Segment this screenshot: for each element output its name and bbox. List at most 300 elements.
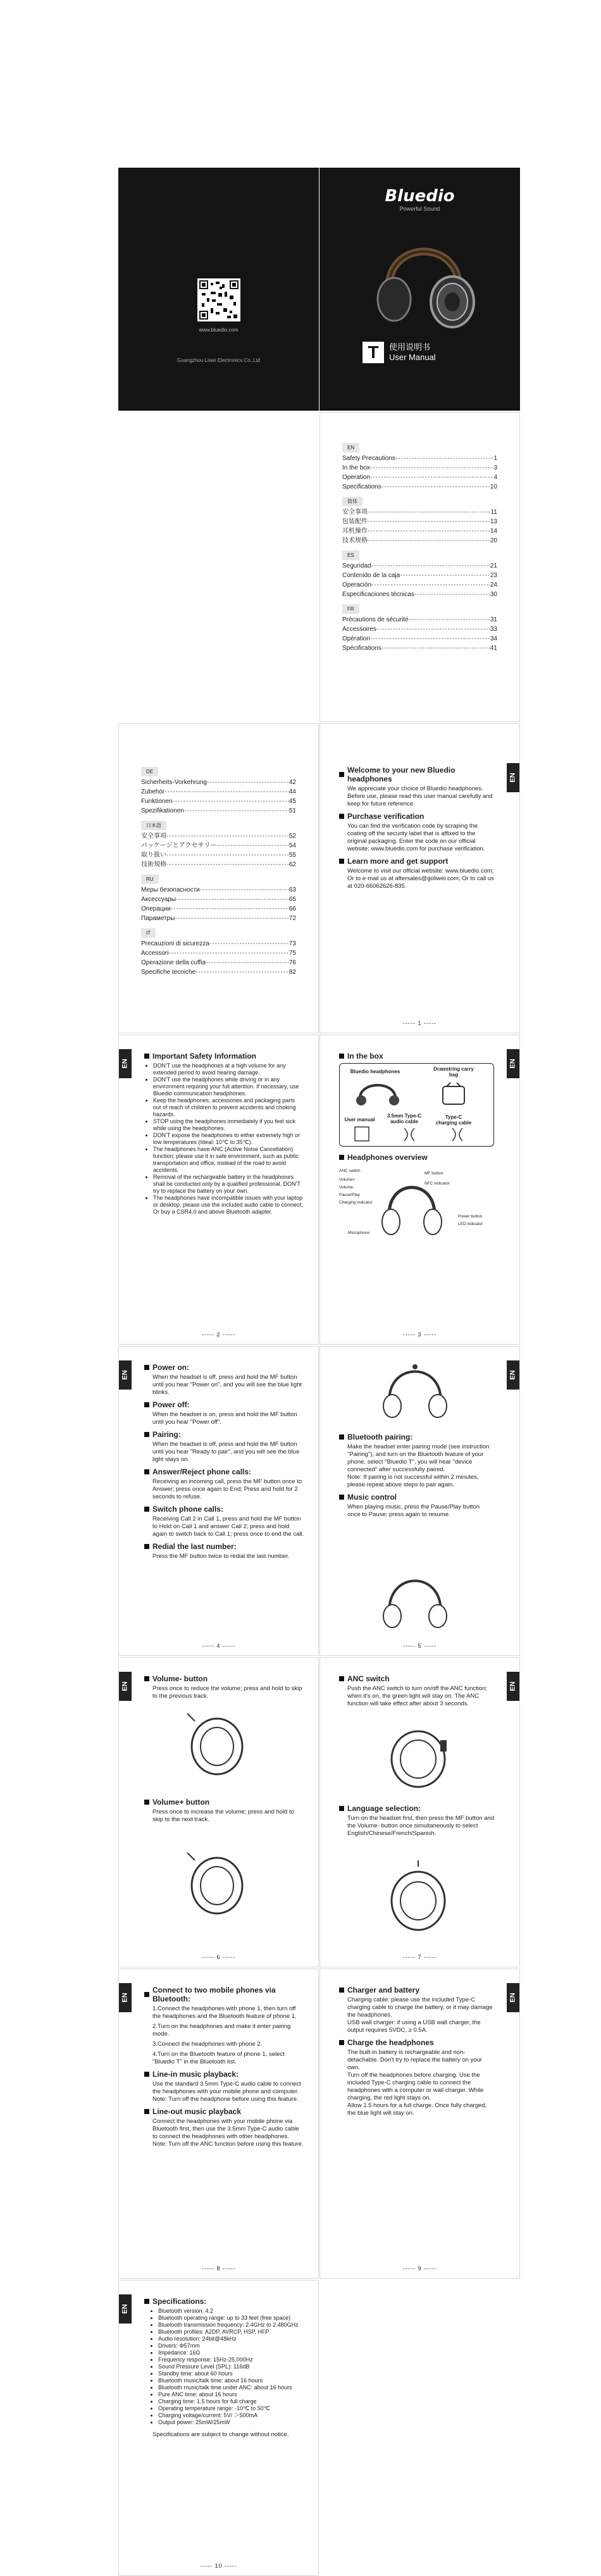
inbox-item-bag: Drawstring carry bag — [433, 1066, 474, 1078]
toc-leader-dots — [166, 850, 289, 860]
toc-leader-dots — [368, 526, 490, 536]
toc-entry[interactable] — [141, 787, 296, 797]
spec-item: • Charging voltage/current: 5V/ ＞500mA — [158, 2412, 304, 2419]
spec-item: • Standby time: about 60 hours — [158, 2370, 304, 2377]
toc-leader-dots — [370, 634, 490, 644]
toc-entry-page: 51 — [288, 807, 296, 814]
toc-entry[interactable] — [141, 806, 296, 816]
two-phones-steps — [144, 2005, 304, 2066]
bullet-square-icon — [339, 772, 344, 777]
toc-entry-page: 63 — [288, 887, 296, 893]
line-in-heading: Line-in music playback: — [144, 2070, 304, 2079]
label-power-button: Power button — [458, 1214, 483, 1219]
toc-leader-dots — [217, 841, 289, 850]
pairing-step: 2.Turn on the headphones and make it enter pairing mode. — [152, 2023, 291, 2038]
power-on-heading: Power on: — [144, 1363, 304, 1372]
toc-entry-page: 23 — [490, 572, 497, 579]
toc-entry[interactable] — [342, 590, 497, 599]
bullet-square-icon — [339, 814, 344, 819]
toc-language-header: IT — [141, 928, 156, 938]
toc-entry[interactable] — [342, 507, 497, 517]
toc-entry[interactable] — [141, 904, 296, 914]
specifications-note: Specifications are subject to change without notice. — [152, 2431, 289, 2438]
toc-entry[interactable] — [141, 949, 296, 958]
bullet-square-icon — [339, 859, 344, 864]
toc-entry-page: 31 — [490, 616, 497, 623]
toc-entry-page: 55 — [288, 852, 296, 859]
page-number: ----- 1 ----- — [320, 1020, 519, 1026]
toc-leader-dots — [370, 473, 494, 482]
toc-entry[interactable] — [342, 463, 497, 473]
toc-leader-dots — [368, 517, 490, 526]
cover-back-panel — [118, 168, 319, 411]
spec-item: • Bluetooth version: 4.2 — [158, 2308, 304, 2315]
pairing-text: When the headset is off, press and hold the MF button until you hear "Ready to pair", and you will see the blue light stays on. — [152, 1441, 300, 1463]
lang-tab: EN — [119, 1983, 132, 2012]
toc-leader-dots — [414, 590, 490, 599]
qr-code — [197, 278, 240, 321]
music-control-text: When playing music, press the Pause/Play button once to Pause; press again to resume. — [347, 1503, 480, 1518]
toc-entry-page: 82 — [288, 969, 296, 976]
bullet-square-icon — [144, 1469, 149, 1474]
verification-heading: Purchase verification — [339, 812, 494, 821]
spec-item: • Audio resolution: 24bit@48kHz — [158, 2336, 304, 2343]
bullet-square-icon — [144, 2299, 149, 2304]
manual-letter-badge: T — [362, 342, 384, 363]
toc-entry-label: Операции — [141, 905, 171, 912]
toc-leader-dots — [172, 797, 288, 806]
toc-leader-dots — [176, 895, 289, 904]
toc-entry-label: Accessori — [141, 950, 169, 957]
label-pause-play: Pause/Play — [339, 1193, 360, 1197]
toc-entry-page: 10 — [490, 483, 497, 490]
toc-entry-page: 21 — [490, 563, 497, 569]
safety-item: • The headphones have ANC (Active Noise Cancellation) function; please use it in safe environment, such as public transportation and office, instead of the road to avoid accidents. — [153, 1146, 304, 1174]
pairing-step: 3.Connect the headphones with phone 2. — [152, 2041, 263, 2048]
label-nfc-indicator: NFC indicator — [424, 1181, 450, 1186]
volume-minus-heading: Volume- button — [144, 1674, 304, 1683]
toc-entry-page: 11 — [490, 509, 497, 516]
toc-entry-label: Operazione della cuffia — [141, 959, 206, 966]
cover-front-panel — [319, 168, 520, 411]
toc-entry[interactable] — [342, 517, 497, 526]
safety-heading: Important Safety Information — [144, 1052, 304, 1061]
inbox-item-manual: User manual — [344, 1117, 375, 1123]
spec-item: • Bluetooth music/talk time: about 16 hours — [158, 2377, 304, 2384]
lang-tab: EN — [119, 2294, 132, 2324]
toc-list-a — [342, 438, 497, 653]
toc-entry-page: 24 — [490, 582, 497, 588]
toc-entry[interactable] — [342, 625, 497, 634]
cables-image — [352, 1126, 479, 1143]
overview-heading: Headphones overview — [339, 1153, 494, 1162]
power-off-text: When the headset is on, press and hold the MF button until you hear "Power off". — [152, 1411, 297, 1426]
spec-item: • Frequency response: 15Hz-25,000Hz — [158, 2356, 304, 2363]
page-number: ----- 4 ----- — [119, 1643, 318, 1649]
toc-leader-dots — [209, 939, 289, 949]
toc-entry-label: Opération — [342, 635, 370, 642]
toc-leader-dots — [206, 958, 289, 968]
toc-entry-label: Аксессуары — [141, 896, 176, 903]
bullet-square-icon — [339, 1495, 344, 1500]
toc-leader-dots — [370, 463, 494, 473]
spec-item: • Charging time: 1.5 hours for full charge — [158, 2398, 304, 2405]
toc-language-header: 简体 — [342, 497, 362, 506]
label-charging-indicator: Charging indicator — [339, 1200, 373, 1205]
toc-entry[interactable] — [141, 797, 296, 806]
toc-entry-page: 20 — [490, 537, 497, 544]
headphones-pairing-image — [377, 1354, 453, 1421]
line-out-heading: Line-out music playback — [144, 2107, 304, 2116]
lang-tab: EN — [507, 763, 519, 792]
toc-entry-label: Меры безопасности — [141, 887, 200, 893]
anc-switch-text: Push the ANC switch to turn on/off the ANC function; when it's on, the green light will stay on. The ANC function will take effect after about 3 seconds. — [347, 1685, 488, 1707]
toc-language-header: ES — [342, 551, 359, 560]
bullet-square-icon — [339, 2040, 344, 2045]
toc-entry[interactable] — [342, 473, 497, 482]
toc-leader-dots — [164, 787, 289, 797]
toc-entry-page: 72 — [288, 915, 296, 922]
toc-leader-dots — [368, 507, 491, 517]
toc-entry-label: Spécifications — [342, 645, 381, 652]
toc-entry-label: Operación — [342, 582, 372, 588]
bullet-square-icon — [339, 1988, 344, 1993]
page-3-inbox — [319, 1035, 520, 1345]
toc-entry-label: Safety Precautions — [342, 455, 395, 462]
headphones-small-image — [352, 1078, 403, 1106]
toc-entry-page: 14 — [490, 528, 497, 535]
toc-entry[interactable] — [342, 526, 497, 536]
music-control-heading: Music control — [339, 1493, 494, 1502]
toc-entry-label: 安全事项 — [342, 509, 368, 516]
page-4-operation — [118, 1346, 319, 1656]
toc-entry-label: パッケージとアクセサリー — [141, 842, 217, 849]
language-selection-text: Turn on the headset first, then press the MF button and the Volume- button once simultaneously to select English/Chinese/French/Spanish. — [347, 1815, 495, 1837]
toc-leader-dots — [409, 615, 490, 625]
page-number: ----- 10 ----- — [119, 2563, 318, 2569]
switch-calls-text: Receiving Call 2 in Call 1, press and hold the MF button to Hold on Call 1 and answer Call 2; press and hold again to switch back to Call 1; press once to end the call. — [152, 1515, 304, 1538]
toc-panel-b — [118, 723, 319, 1033]
toc-leader-dots — [368, 536, 490, 545]
toc-entry-label: Sicherheits-Vorkehrung — [141, 779, 207, 786]
website-text: www.bluedio.com — [199, 327, 239, 333]
lang-tab: EN — [119, 1049, 132, 1078]
toc-entry-label: Precauzioni di sicurezza — [141, 940, 209, 947]
toc-entry-label: Précautions de sécurité — [342, 616, 409, 623]
toc-entry-page: 66 — [288, 905, 296, 912]
spec-item: • Pure ANC time: about 16 hours — [158, 2391, 304, 2398]
toc-entry-label: Contenido de la caja — [342, 572, 400, 579]
toc-entry[interactable] — [141, 860, 296, 869]
toc-leader-dots — [171, 904, 289, 914]
toc-entry-label: 安全事項 — [141, 833, 166, 840]
company-name: Guangzhou Liwei Electronics Co.,Ltd — [177, 358, 261, 363]
line-in-text: Use the standard 3.5mm Type-C audio cable to connect the headphones with your mobile phone and computer. Note: Turn off the headphone before using this feature. — [152, 2081, 301, 2103]
bullet-square-icon — [144, 1992, 149, 1997]
brand-tagline: Powerful Sound — [399, 206, 440, 212]
bullet-square-icon — [339, 1155, 344, 1160]
lang-tab: EN — [507, 1360, 519, 1390]
page-10-specifications — [118, 2280, 319, 2576]
verification-text: You can find the verification code by scraping the coating off the security label that is affixed to the original packaging. Enter the code on our official website: www.bluedio.com for purchase verification. — [347, 823, 485, 852]
brand-logo: Bluedio — [385, 187, 455, 206]
bullet-square-icon — [144, 1402, 149, 1407]
bluetooth-pairing-heading: Bluetooth pairing: — [339, 1433, 494, 1441]
toc-entry[interactable] — [141, 968, 296, 977]
power-on-text: When the headset is off, press and hold the MF button until you hear "Power on", and you will see the blue light blinks. — [152, 1374, 302, 1396]
toc-entry-page: 62 — [288, 861, 296, 868]
inbox-items-box — [339, 1063, 494, 1147]
toc-entry-page: 42 — [288, 779, 296, 786]
ear-cup-language-image — [380, 1860, 456, 1936]
toc-entry-page: 41 — [490, 645, 497, 652]
bullet-square-icon — [339, 1434, 344, 1440]
label-volume-plus: Volume+ — [339, 1178, 356, 1182]
bullet-square-icon — [144, 1676, 149, 1681]
toc-entry-label: Zubehör — [141, 788, 165, 795]
toc-entry-label: Seguridad — [342, 563, 371, 569]
toc-leader-dots — [381, 482, 490, 492]
toc-entry-page: 4 — [493, 474, 497, 481]
bullet-square-icon — [339, 1054, 344, 1059]
toc-leader-dots — [195, 968, 289, 977]
toc-entry-page: 65 — [288, 896, 296, 903]
page-number: ----- 7 ----- — [320, 1954, 519, 1960]
toc-leader-dots — [168, 949, 289, 958]
welcome-heading: Welcome to your new Bluedio headphones — [339, 766, 494, 783]
toc-leader-dots — [166, 860, 289, 869]
anc-switch-heading: ANC switch — [339, 1674, 494, 1683]
toc-entry-page: 33 — [490, 626, 497, 633]
power-off-heading: Power off: — [144, 1400, 304, 1409]
toc-entry-label: Specifications — [342, 483, 381, 490]
toc-entry-label: Spezifikationen — [141, 807, 184, 814]
toc-leader-dots — [395, 454, 494, 463]
toc-entry-label: Accessoires — [342, 626, 376, 633]
toc-language-header: EN — [342, 443, 359, 452]
toc-entry[interactable] — [141, 895, 296, 904]
spec-item: • Output power: 25mW/25mW — [158, 2419, 304, 2426]
toc-language-header: DE — [141, 767, 158, 776]
overview-diagram — [339, 1164, 494, 1246]
toc-entry[interactable] — [342, 536, 497, 545]
bullet-square-icon — [144, 1432, 149, 1437]
charge-headphones-heading: Charge the headphones — [339, 2038, 494, 2047]
toc-entry[interactable] — [141, 778, 296, 787]
bullet-square-icon — [144, 1544, 149, 1549]
toc-entry-page: 45 — [288, 798, 296, 805]
toc-entry[interactable] — [342, 561, 497, 571]
toc-entry[interactable] — [342, 644, 497, 653]
inbox-item-audio-cable: 3.5mm Type-C audio cable — [387, 1113, 422, 1124]
toc-entry-page: 34 — [490, 635, 497, 642]
toc-entry-page: 3 — [493, 464, 497, 471]
spec-item: • Operating temperature range: -10℃ to 50℃ — [158, 2405, 304, 2412]
label-led-indicator: LED indicator — [458, 1222, 483, 1226]
page-number: ----- 6 ----- — [119, 1954, 318, 1960]
volume-plus-heading: Volume+ button — [144, 1798, 304, 1807]
page-number: ----- 3 ----- — [320, 1331, 519, 1338]
toc-entry-label: Параметры — [141, 915, 175, 922]
safety-item: • DON'T use the headphones while driving or in any environment requiring your full attention. If necessary, use Bluedio communication headphones. — [153, 1076, 304, 1097]
manual-title — [389, 342, 436, 363]
toc-leader-dots — [207, 778, 289, 787]
toc-entry[interactable] — [141, 831, 296, 841]
pairing-heading: Pairing: — [144, 1430, 304, 1439]
bag-image — [438, 1081, 469, 1107]
two-phones-heading: Connect to two mobile phones via Bluetooth: — [144, 1986, 304, 2003]
label-microphone: Microphone — [348, 1231, 369, 1235]
toc-leader-dots — [400, 571, 490, 580]
bullet-square-icon — [144, 2109, 149, 2114]
toc-entry-label: Especificaciones técnicas — [342, 591, 414, 598]
ear-cup-volume-plus-image — [182, 1848, 252, 1917]
toc-entry[interactable] — [342, 615, 497, 625]
inbox-item-headphones: Bluedio headphones — [350, 1069, 400, 1074]
switch-calls-heading: Switch phone calls: — [144, 1505, 304, 1514]
page-7-operation — [319, 1657, 520, 1967]
toc-entry-page: 44 — [288, 788, 296, 795]
toc-panel-a — [319, 412, 520, 722]
toc-entry-label: 耳机操作 — [342, 528, 368, 535]
inbox-heading: In the box — [339, 1052, 494, 1061]
page-number: ----- 5 ----- — [320, 1643, 519, 1649]
spec-item: • Bluetooth transmission frequency: 2.4GHz to 2.480GHz — [158, 2322, 304, 2329]
bullet-square-icon — [339, 1676, 344, 1681]
page-2-safety — [118, 1035, 319, 1345]
lang-tab: EN — [507, 1672, 519, 1701]
spec-item: • Impedance: 16Ω — [158, 2349, 304, 2356]
toc-leader-dots — [166, 831, 289, 841]
ear-cup-anc-image — [380, 1721, 456, 1791]
spec-item: • Bluetooth profiles: A2DP, AVRCP, HSP, HFP — [158, 2329, 304, 2336]
lang-tab: EN — [119, 1672, 132, 1701]
toc-entry-label: 取り扱い — [141, 852, 166, 859]
answer-reject-heading: Answer/Reject phone calls: — [144, 1467, 304, 1476]
bullet-square-icon — [144, 1054, 149, 1059]
inbox-item-charging-cable: Type-C charging cable — [435, 1114, 472, 1126]
toc-leader-dots — [371, 561, 490, 571]
spec-item: • Bluetooth operating range: up to 33 feet (free space) — [158, 2315, 304, 2322]
toc-leader-dots — [381, 644, 490, 653]
toc-entry-label: Operation — [342, 474, 370, 481]
page-number: ----- 2 ----- — [119, 1331, 318, 1338]
spec-item: • Bluetooth music/talk time under ANC: about 16 hours — [158, 2384, 304, 2391]
page-1-welcome — [319, 723, 520, 1033]
page-number: ----- 9 ----- — [320, 2265, 519, 2272]
support-text: Welcome to visit our official website: www.bluedio.com; Or to e-mail us at aftersales@goliwei.com; Or to call us at 020-66062626-835. — [347, 868, 494, 890]
toc-entry-page: 73 — [288, 940, 296, 947]
safety-item: • The headphones have incompatible issues with your laptop or desktop, please use the included audio cable to connect; Or buy a CSR4.0 and above Bluetooth adapter. — [153, 1195, 304, 1216]
bullet-square-icon — [339, 1806, 344, 1811]
safety-item: • Removal of the rechargeable battery in the headphones shall be conducted only by a qualified professional. DON'T try to replace the battery on your own. — [153, 1174, 304, 1195]
toc-entry-page: 75 — [288, 950, 296, 957]
headphones-overview-image — [377, 1170, 447, 1240]
page-5-operation — [319, 1346, 520, 1656]
safety-item: • DON'T expose the headphones to either extremely high or low temperatures (Ideal: 10℃ to 35℃). — [153, 1132, 304, 1146]
volume-plus-text: Press once to increase the volume; press and hold to skip to the next track. — [152, 1808, 294, 1823]
toc-entry-page: 52 — [288, 833, 296, 840]
toc-entry[interactable] — [141, 958, 296, 968]
toc-list-b — [141, 762, 296, 977]
safety-item: • Keep the headphones, accessories and packaging parts out of reach of children to prevent accidents and choking hazards. — [153, 1097, 304, 1118]
label-volume-minus: Volume- — [339, 1185, 354, 1190]
volume-minus-text: Press once to reduce the volume; press and hold to skip to the previous track. — [152, 1685, 302, 1700]
toc-entry-label: 技术规格 — [342, 537, 368, 544]
toc-entry[interactable] — [141, 939, 296, 949]
page-8-operation — [118, 1969, 319, 2279]
spec-item: • Sound Pressure Level (SPL): 116dB — [158, 2363, 304, 2370]
toc-leader-dots — [376, 625, 490, 634]
redial-text: Press the MF button twice to redial the last number. — [152, 1553, 290, 1560]
toc-leader-dots — [371, 580, 490, 590]
bullet-square-icon — [144, 2072, 149, 2077]
lang-tab: EN — [507, 1983, 519, 2012]
bullet-square-icon — [144, 1507, 149, 1512]
toc-entry-page: 1 — [493, 455, 497, 462]
safety-item: • DON'T use the headphones at a high volume for any extended period to avoid hearing damage. — [153, 1062, 304, 1076]
toc-entry-label: 包装配件 — [342, 518, 368, 525]
pairing-step: 1.Connect the headphones with phone 1, then turn off the headphones and the Bluetooth feature of phone 1. — [152, 2005, 297, 2020]
toc-entry-page: 76 — [288, 959, 296, 966]
toc-entry[interactable] — [342, 482, 497, 492]
toc-language-header: FR — [342, 604, 359, 614]
toc-entry-label: In the box — [342, 464, 370, 471]
label-anc-switch: ANC switch — [339, 1169, 361, 1173]
lang-tab: EN — [507, 1049, 519, 1078]
toc-leader-dots — [175, 914, 289, 923]
toc-entry[interactable] — [141, 885, 296, 895]
ear-cup-volume-minus-image — [182, 1708, 252, 1778]
toc-entry-page: 54 — [288, 842, 296, 849]
page-number: ----- 8 ----- — [119, 2265, 318, 2272]
toc-entry-label: Specifiche tecniche — [141, 969, 196, 976]
pairing-step: 4.Turn on the Bluetooth feature of phone 1, select "Bluedio T" in the Bluetooth list. — [152, 2051, 285, 2065]
toc-entry[interactable] — [342, 571, 497, 580]
toc-entry[interactable] — [141, 914, 296, 923]
manual-title-cn: 使用说明书 — [389, 342, 431, 352]
language-selection-heading: Language selection: — [339, 1804, 494, 1813]
toc-entry[interactable] — [342, 634, 497, 644]
headphones-music-image — [377, 1562, 453, 1631]
support-heading: Learn more and get support — [339, 857, 494, 866]
line-out-text: Connect the headphones with your mobile phone via Bluetooth first, then use the 3.5mm Type-C audio cable to connect the headphones with other headphones. Note: Turn off the ANC function before using this feature. — [152, 2118, 304, 2148]
page-9-charging — [319, 1969, 520, 2279]
manual-title-en: User Manual — [389, 352, 436, 362]
safety-list — [153, 1062, 304, 1216]
toc-leader-dots — [184, 806, 289, 816]
headphones-image — [364, 225, 484, 332]
toc-entry[interactable] — [342, 454, 497, 463]
toc-entry[interactable] — [141, 841, 296, 850]
label-mf-button: MF button — [424, 1171, 443, 1176]
lang-tab: EN — [119, 1360, 132, 1390]
specifications-list — [158, 2308, 304, 2426]
toc-entry-page: 13 — [490, 518, 497, 525]
toc-entry[interactable] — [141, 850, 296, 860]
answer-reject-text: Receiving an incoming call, press the MF button once to Answer; press once again to End; Press and hold for 2 seconds to refuse. — [152, 1478, 302, 1500]
bluetooth-pairing-text: Make the headset enter pairing mode (see instruction "Pairing"), and turn on the Bluetooth feature of your phone, select "Bluedio T", you will hear "device connected" after successfully paired. Note: If pairing is not successful within 2 minutes, please repeat above steps to pair again. — [347, 1443, 490, 1488]
toc-entry-page: 30 — [490, 591, 497, 598]
charger-battery-heading: Charger and battery — [339, 1986, 494, 1994]
toc-language-header: RU — [141, 874, 159, 884]
toc-entry-label: 技術規格 — [141, 861, 166, 868]
charger-battery-text: Charging cable: please use the included Type-C charging cable to charge the battery, or it may damage the headphones. USB wall charger: if using a USB wall charger, the output requires 5VDC, ≥ 0.5A. — [347, 1996, 493, 2034]
redial-heading: Redial the last number: — [144, 1542, 304, 1551]
bullet-square-icon — [144, 1365, 149, 1370]
toc-entry[interactable] — [342, 580, 497, 590]
safety-item: • STOP using the headphones immediately if you feel sick while using the headphones. — [153, 1118, 304, 1132]
